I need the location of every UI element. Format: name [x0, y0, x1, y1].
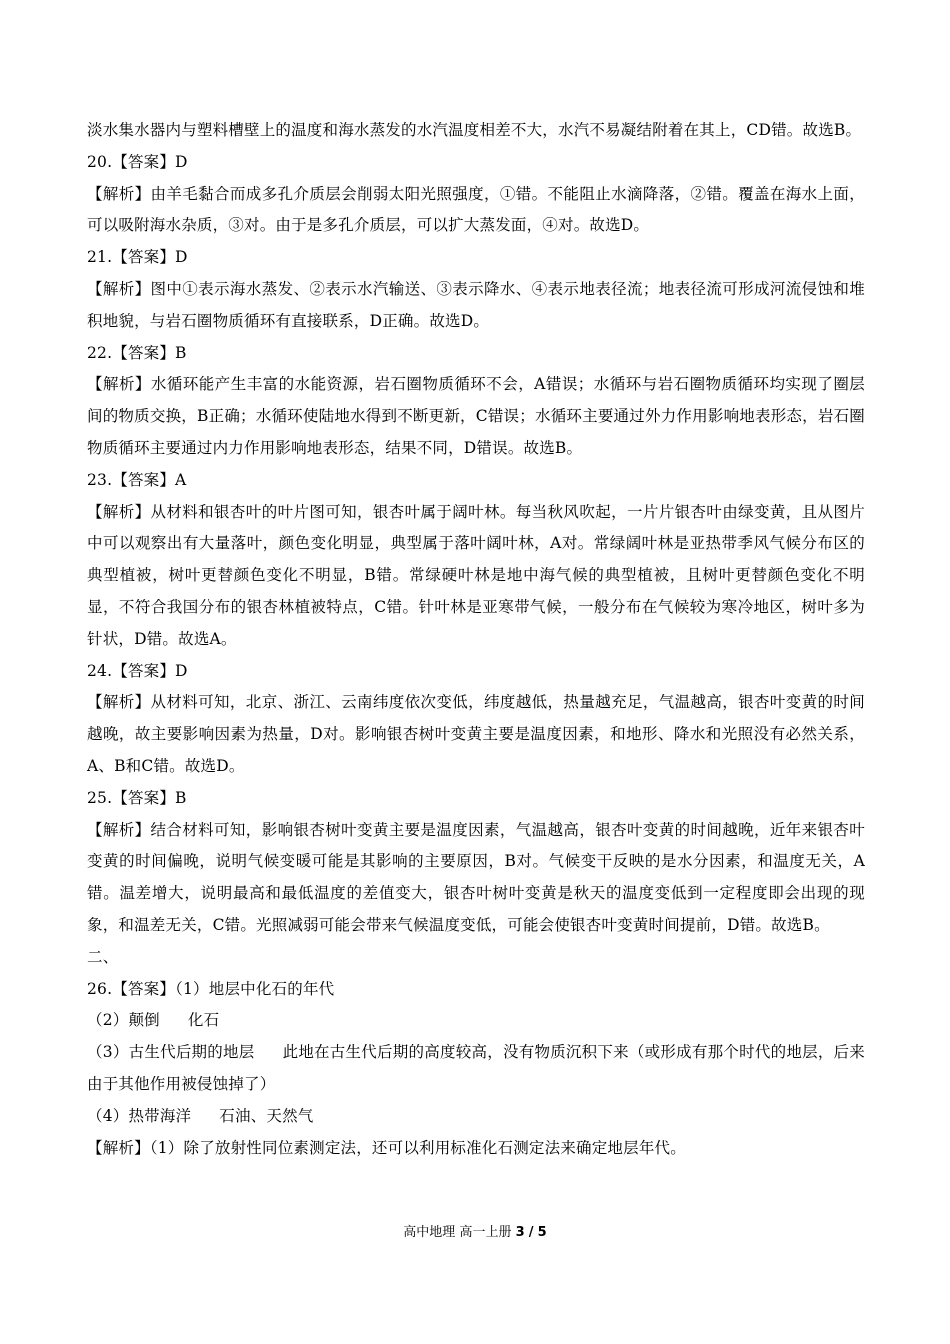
q26-part4-b: 石油、天然气	[219, 1106, 314, 1125]
q25-explanation: 【解析】结合材料可知，影响银杏树叶变黄主要是温度因素，气温越高，银杏叶变黄的时间越晚，近年来银杏叶变黄的时间偏晚，说明气候变暖可能是其影响的主要原因，B对。气候变干反映的是水分因素，和温度无关，A错。温差增大，说明最高和最低温度的差值变大，银杏叶树叶变黄是秋天的温度变低到一定程度即会出现的现象，和温差无关，C错。光照减弱可能会带来气候温度变低，可能会使银杏叶变黄时间提前，D错。故选B。	[87, 820, 865, 934]
q24-explanation: 【解析】从材料可知，北京、浙江、云南纬度依次变低，纬度越低，热量越充足，气温越高，银杏叶变黄的时间越晚，故主要影响因素为热量，D对。影响银杏树叶变黄主要是温度因素，和地形、降水和光照没有必然关系，A、B和C错。故选D。	[87, 693, 865, 775]
q26-part2-a: （2）颠倒	[87, 1011, 160, 1030]
q26-part3	[87, 1037, 865, 1101]
q26-part3-b: 此地在古生代后期的高度较高，没有物质沉积下来（或形成有那个时代的地层，后来由于其他作用被侵蚀掉了）	[87, 1043, 865, 1093]
page-footer	[0, 1223, 950, 1243]
q20-answer: 20.【答案】D	[87, 152, 188, 171]
q21-answer: 21.【答案】D	[87, 248, 188, 267]
footer-subject: 高中地理	[403, 1225, 456, 1240]
footer-separator: /	[528, 1225, 534, 1240]
q26-part4-a: （4）热带海洋	[87, 1106, 192, 1125]
q23-explanation: 【解析】从材料和银杏叶的叶片图可知，银杏叶属于阔叶林。每当秋风吹起，一片片银杏叶由绿变黄，且从图片中可以观察出有大量落叶，颜色变化明显，典型属于落叶阔叶林，A对。常绿阔叶林是亚热带季风气候分布区的典型植被，树叶更替颜色变化不明显，B错。常绿硬叶林是地中海气候的典型植被，且树叶更替颜色变化不明显，不符合我国分布的银杏林植被特点，C错。针叶林是亚寒带气候，一般分布在气候较为寒冷地区，树叶多为针状，D错。故选A。	[87, 502, 865, 648]
q21-explanation: 【解析】图中①表示海水蒸发、②表示水汽输送、③表示降水、④表示地表径流；地表径流可形成河流侵蚀和堆积地貌，与岩石圈物质循环有直接联系，D正确。故选D。	[87, 279, 865, 330]
section-heading: 二、	[87, 947, 119, 966]
q22-answer: 22.【答案】B	[87, 343, 187, 362]
footer-page-number: 3	[515, 1225, 525, 1240]
q26-part2	[87, 1005, 865, 1037]
footer-grade: 高一上册	[459, 1225, 512, 1240]
q26-part2-b: 化石	[187, 1011, 220, 1030]
q26-answer: 26.【答案】（1）地层中化石的年代	[87, 979, 335, 998]
q26-explanation: 【解析】（1）除了放射性同位素测定法，还可以利用标准化石测定法来确定地层年代。	[87, 1138, 686, 1157]
continued-explanation: 淡水集水器内与塑料槽壁上的温度和海水蒸发的水汽温度相差不大，水汽不易凝结附着在其上，CD错。故选B。	[87, 121, 862, 139]
q23-answer: 23.【答案】A	[87, 470, 187, 489]
footer-page-total: 5	[537, 1225, 547, 1240]
q26-part3-a: （3）古生代后期的地层	[87, 1043, 255, 1062]
q25-answer: 25.【答案】B	[87, 788, 187, 807]
answer-content	[87, 115, 865, 1164]
q22-explanation: 【解析】水循环能产生丰富的水能资源，岩石圈物质循环不会，A错误；水循环与岩石圈物质循环均实现了圈层间的物质交换，B正确；水循环使陆地水得到不断更新，C错误；水循环主要通过外力作用影响地表形态，岩石圈物质循环主要通过内力作用影响地表形态，结果不同，D错误。故选B。	[87, 375, 865, 457]
q20-explanation: 【解析】由羊毛黏合而成多孔介质层会削弱太阳光照强度，①错。不能阻止水滴降落，②错。覆盖在海水上面，可以吸附海水杂质，③对。由于是多孔介质层，可以扩大蒸发面，④对。故选D。	[87, 184, 865, 235]
q24-answer: 24.【答案】D	[87, 661, 188, 680]
q26-part4	[87, 1101, 865, 1133]
